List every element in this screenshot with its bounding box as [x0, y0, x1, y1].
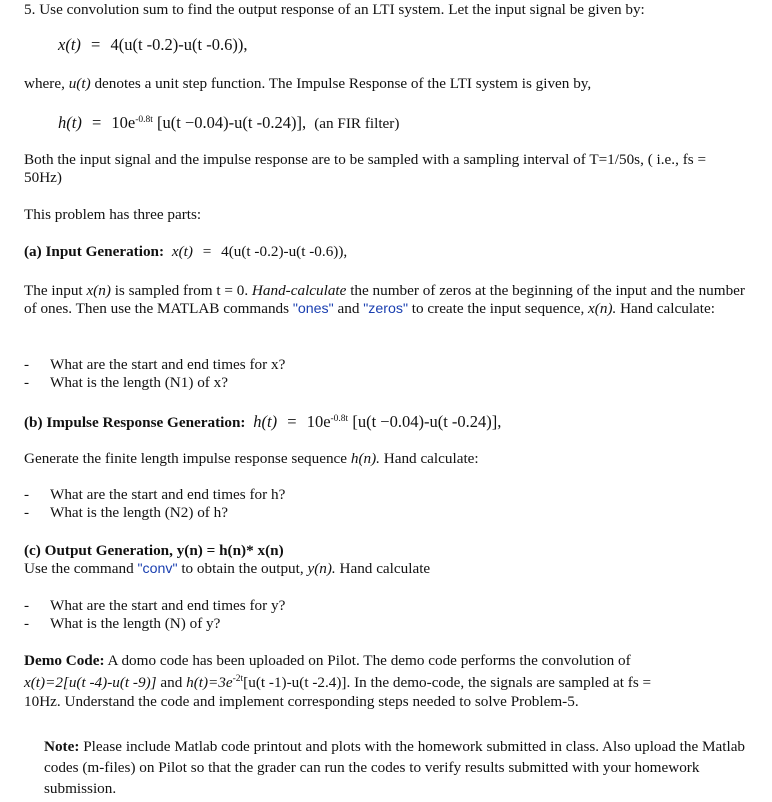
problem-intro — [24, 1, 746, 19]
problem-number: 5. — [24, 1, 36, 18]
part-a-paragraph: The input x(n) is sampled from t = 0. Hand-calculate the number of zeros at the beginning of the input and the number of ones. Then use the MATLAB commands "ones" and "zeros" to create the input sequence, x(n). Hand calculate: — [24, 282, 745, 317]
parts-intro: This problem has three parts: — [24, 206, 202, 223]
part-b-paragraph: Generate the finite length impulse response sequence h(n). Hand calculate: — [24, 450, 479, 467]
part-b-heading: (b) Impulse Response Generation: $h(t) = 10e^{-0.8t}$ [u(t −0.04)-u(t -0.24)], — [24, 412, 502, 431]
demo-line-2: x(t)=2[u(t -4)-u(t -9)] and $h(t)=3e^{-2t}[u(t$ -1)-u(t -2.4)]. In the demo-code, the signals are sampled at fs = — [24, 674, 652, 691]
part-c-heading: (c) Output Generation, y(n) = h(n)* x(n) — [24, 542, 284, 559]
demo-line-1: Demo Code: A domo code has been uploaded on Pilot. The demo code performs the convolution of — [24, 652, 631, 669]
part-a-heading: (a) Input Generation: x(t) = 4(u(t -0.2)-u(t -0.6)), — [24, 243, 348, 260]
sampling-text: Both the input signal and the impulse response are to be sampled with a sampling interval of T=1/50s, ( i.e., fs = 50Hz) — [24, 151, 707, 186]
conv-command: "conv" — [137, 561, 178, 577]
problem-intro-text: Use convolution sum to find the output response of an LTI system. Let the input signal be given by: — [39, 1, 645, 18]
zeros-command: "zeros" — [363, 301, 408, 317]
where-text: where, u(t) denotes a unit step function. The Impulse Response of the LTI system is given by, — [24, 75, 592, 92]
note-paragraph: Note: Please include Matlab code printout and plots with the homework submitted in class. Also upload the Matlab codes (m-files) on Pilot so that the grader can run the codes to verify results submitted with your homework submission. — [44, 738, 746, 797]
equation-h: $h(t) = 10e^{-0.8t}$ [u(t −0.04)-u(t -0.24)], (an FIR filter) — [58, 113, 400, 132]
part-c-paragraph: Use the command "conv" to obtain the output, y(n). Hand calculate — [24, 560, 431, 577]
equation-x: x(t) = 4(u(t -0.2)-u(t -0.6)), — [58, 35, 248, 54]
demo-line-3: 10Hz. Understand the code and implement corresponding steps needed to solve Problem-5. — [24, 693, 579, 710]
ones-command: "ones" — [292, 301, 334, 317]
